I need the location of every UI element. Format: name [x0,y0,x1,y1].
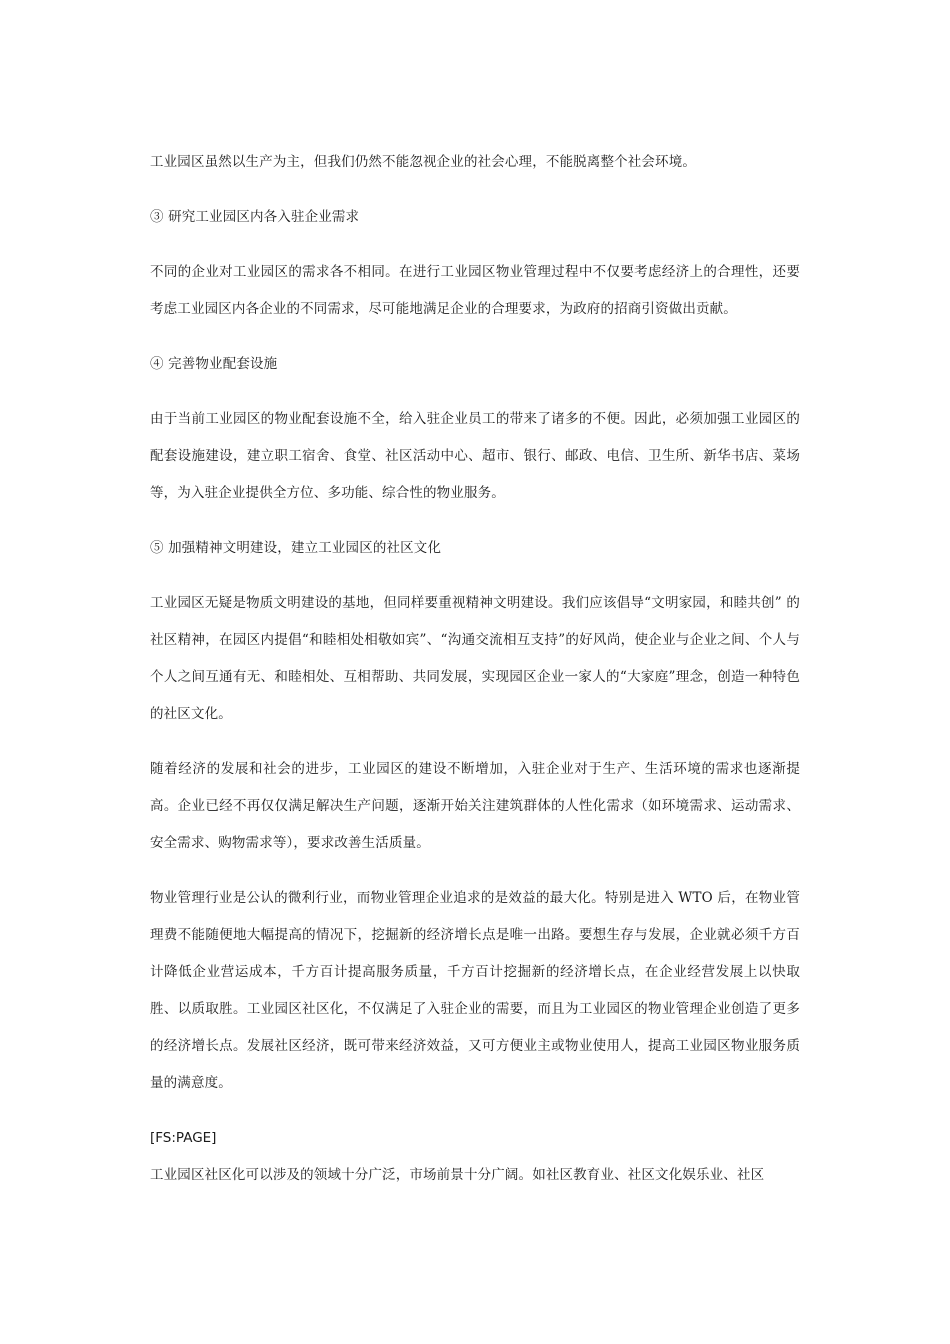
paragraph-economic-development: 随着经济的发展和社会的进步，工业园区的建设不断增加，入驻企业对于生产、生活环境的需求也逐渐提高。企业已经不再仅仅满足解决生产问题，逐渐开始关注建筑群体的人性化需求（如环境需求、运动需求、安全需求、购物需求等），要求改善生活质量。 [150,761,800,851]
page-break-marker: [FS:PAGE] [150,1130,217,1146]
paragraph-property-management-industry: 物业管理行业是公认的微利行业，而物业管理企业追求的是效益的最大化。特别是进入 WTO 后，在物业管理费不能随便地大幅提高的情况下，挖掘新的经济增长点是唯一出路。要想生存与发展，企业就必须千方百计降低企业营运成本，千方百计提高服务质量，千方百计挖掘新的经济增长点，在企业经营发展上以快取胜、以质取胜。工业园区社区化，不仅满足了入驻企业的需要，而且为工业园区的物业管理企业创造了更多的经济增长点。发展社区经济，既可带来经济效益，又可方便业主或物业使用人，提高工业园区物业服务质量的满意度。 [150,890,800,1091]
document-body [150,144,800,1212]
heading-research-enterprise-needs: ③ 研究工业园区内各入驻企业需求 [150,209,360,225]
paragraph-community-fields: 工业园区社区化可以涉及的领域十分广泛，市场前景十分广阔。如社区教育业、社区文化娱乐业、社区 [150,1167,765,1183]
heading-spiritual-civilization: ⑤ 加强精神文明建设，建立工业园区的社区文化 [150,540,442,556]
paragraph-social-environment: 工业园区虽然以生产为主，但我们仍然不能忽视企业的社会心理，不能脱离整个社会环境。 [150,154,696,170]
paragraph-enterprise-needs: 不同的企业对工业园区的需求各不相同。在进行工业园区物业管理过程中不仅要考虑经济上的合理性，还要考虑工业园区内各企业的不同需求，尽可能地满足企业的合理要求，为政府的招商引资做出贡献。 [150,264,800,317]
paragraph-supporting-facilities: 由于当前工业园区的物业配套设施不全，给入驻企业员工的带来了诸多的不便。因此，必须加强工业园区的配套设施建设，建立职工宿舍、食堂、社区活动中心、超市、银行、邮政、电信、卫生所、新华书店、菜场等，为入驻企业提供全方位、多功能、综合性的物业服务。 [150,411,800,501]
heading-supporting-facilities: ④ 完善物业配套设施 [150,356,278,372]
paragraph-community-culture: 工业园区无疑是物质文明建设的基地，但同样要重视精神文明建设。我们应该倡导“文明家园，和睦共创” 的社区精神，在园区内提倡“和睦相处相敬如宾”、“沟通交流相互支持”的好风尚，使企业与企业之间、个人与个人之间互通有无、和睦相处、互相帮助、共同发展，实现园区企业一家人的“大家庭”理念，创造一种特色的社区文化。 [150,595,800,722]
